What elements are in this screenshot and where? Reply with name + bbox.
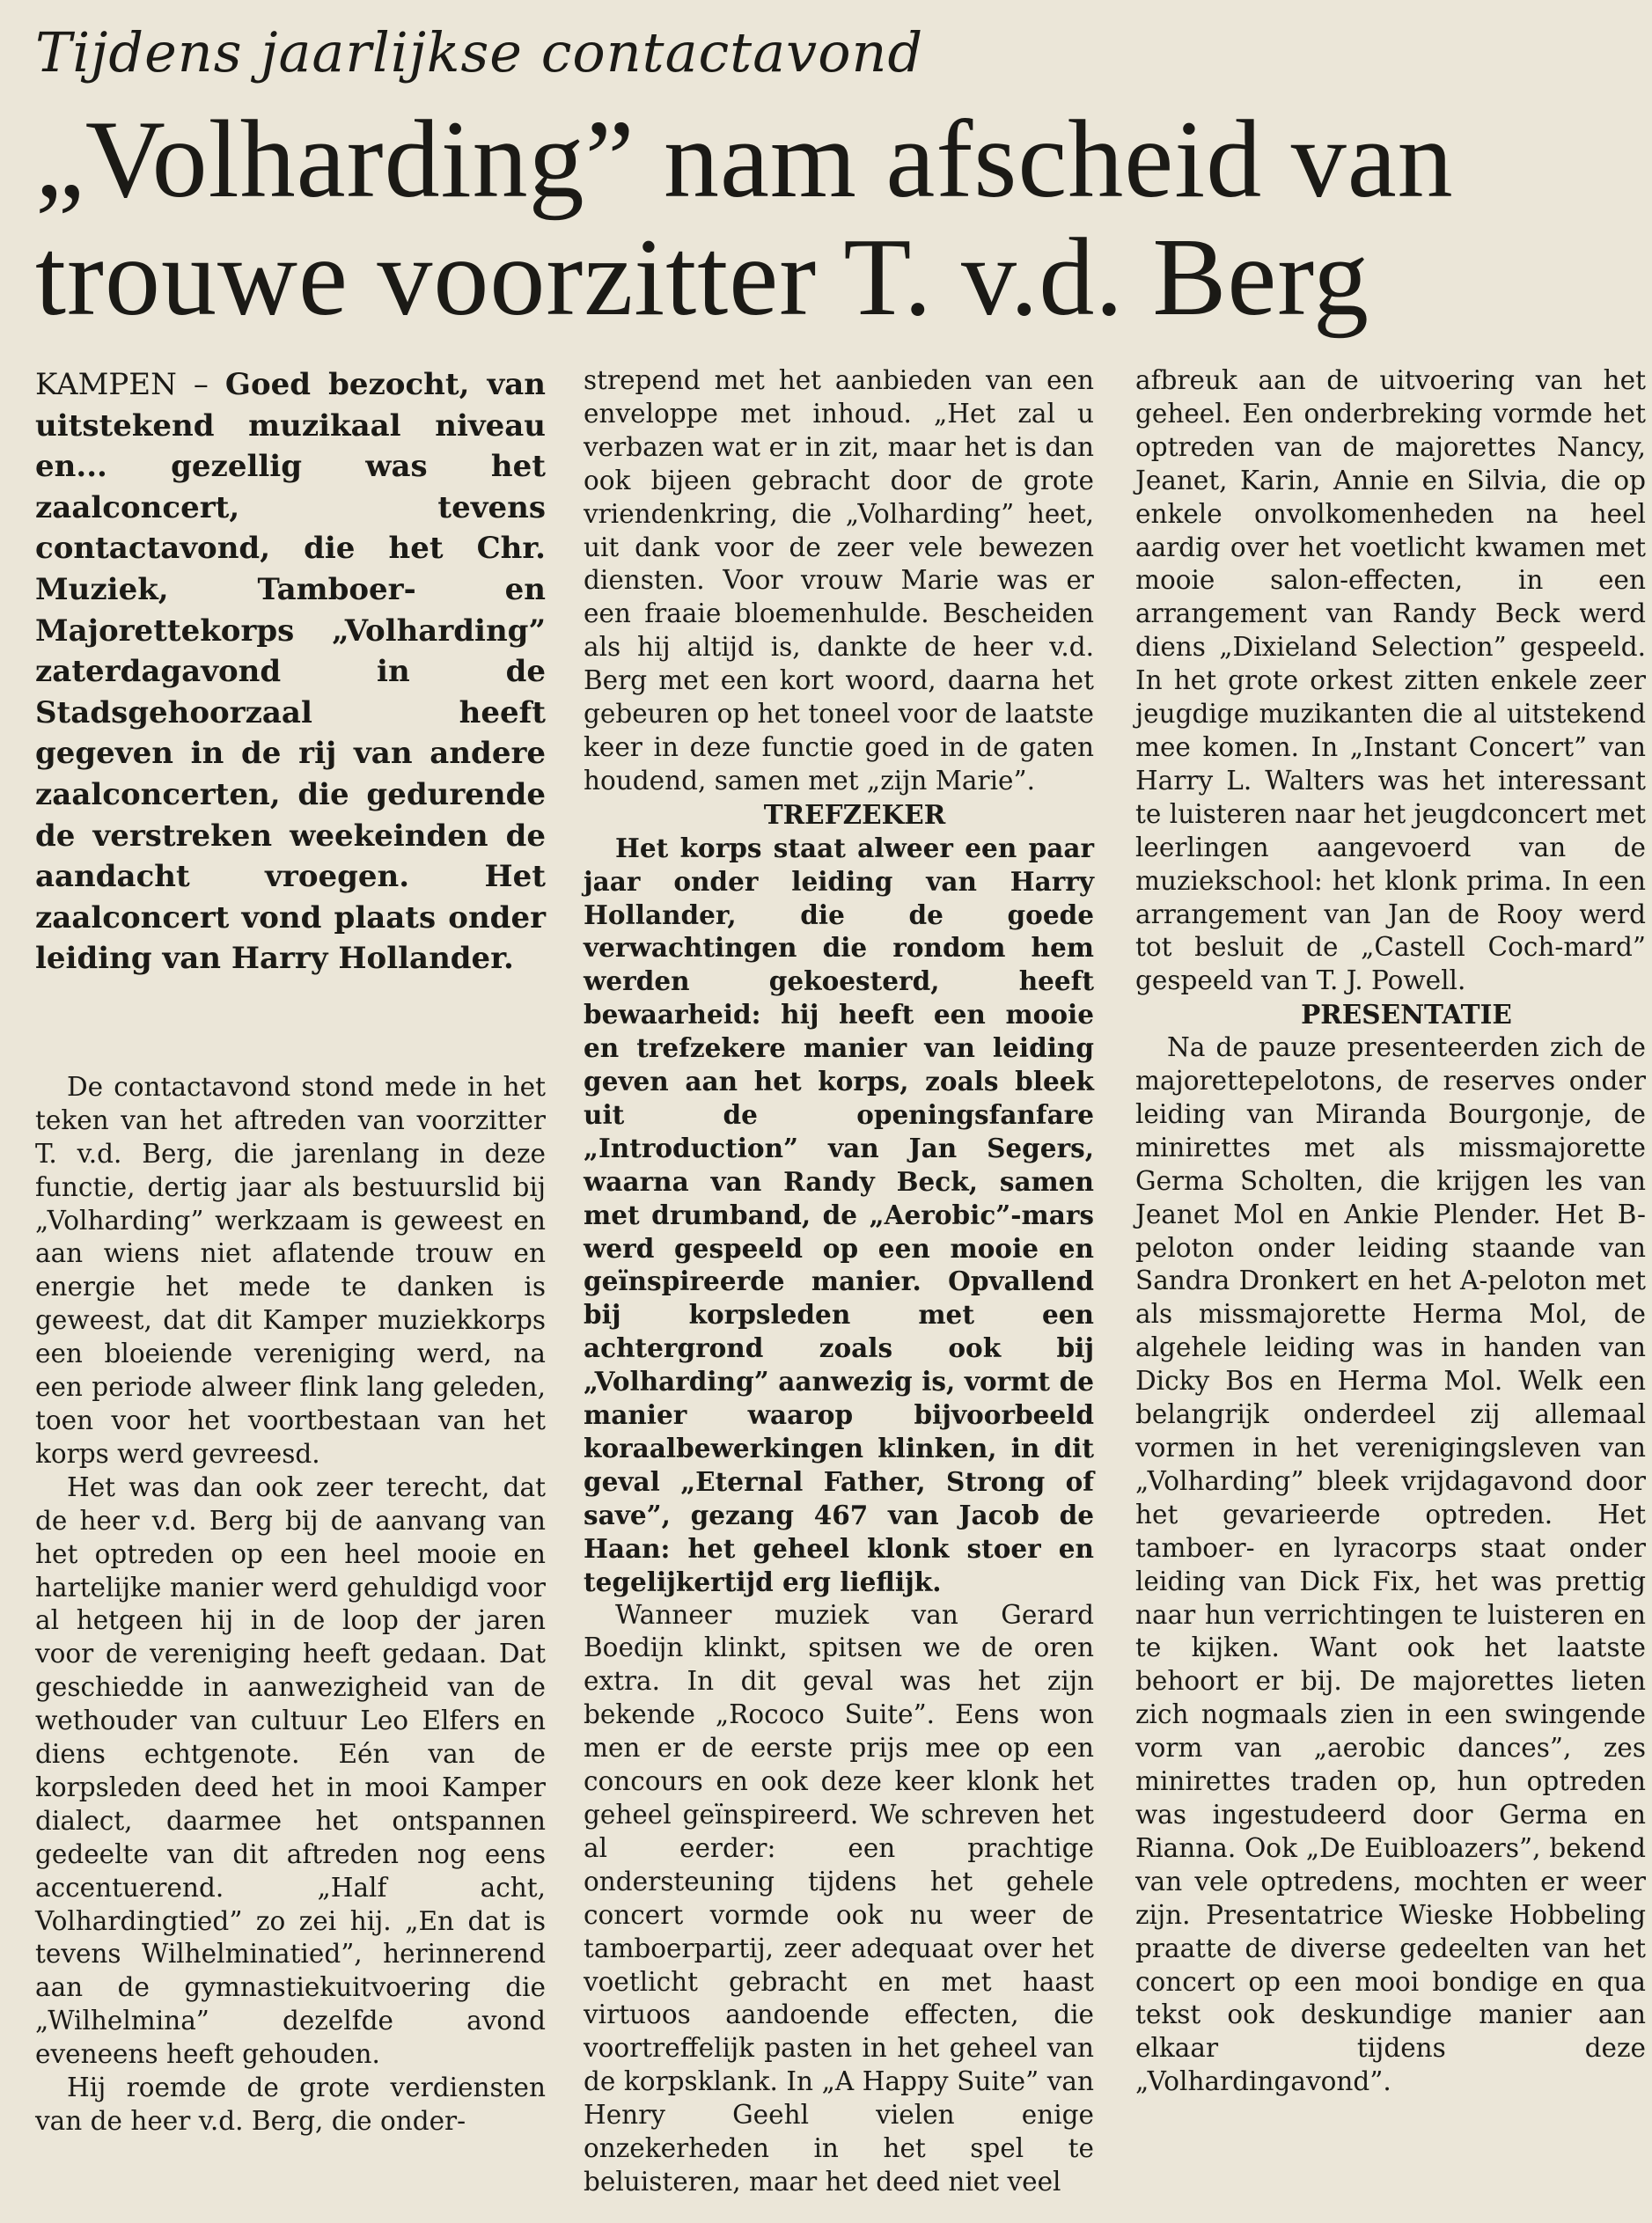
subheading-presentatie: PRESENTATIE: [1301, 999, 1512, 1031]
lead-paragraph: [35, 364, 546, 979]
body-paragraph: Het was dan ook zeer terecht, dat de heer v.d. Berg bij de aanvang van het optreden op een heel mooie en hartelijke manier werd gehuldigd voor al hetgeen hij in de loop der jaren voor de vereniging heeft gedaan. Dat geschiedde in aanwezigheid van de wethouder van cultuur Leo Elfers en diens echtgenote. Eén van de korpsleden deed het in mooi Kamper dialect, daarmee het ontspannen gedeelte van dit aftreden nog eens accentuerend. „Half acht, Volhardingtied” zo zei hij. „En dat is tevens Wilhelminatied”, herinnerend aan de gymnastiekuitvoering die „Wilhelmina” dezelfde avond eveneens heeft gehouden.: [35, 1471, 546, 2070]
lead-text: Goed bezocht, van uitstekend muzikaal niveau en... gezellig was het zaalconcert, tevens contactavond, die het Chr. Muziek, Tamboer- en Majorettekorps „Volharding” zaterdagavond in de Stadsgehoorzaal heeft gegeven in de rij van andere zaalconcerten, die gedurende de verstreken weekeinden de aandacht vroegen. Het zaalconcert vond plaats onder leiding van Harry Hollander.: [35, 367, 547, 977]
body-paragraph: Na de pauze presenteerden zich de majorettepelotons, de reserves onder leiding van Miranda Bourgonje, de minirettes met als missmajorette Germa Scholten, die krijgen les van Jeanet Mol en Ankie Plender. Het B-peloton onder leiding staande van Sandra Dronkert en het A-peloton met als missmajorette Herma Mol, de algehele leiding was in handen van Dicky Bos en Herma Mol. Welk een belangrijk onderdeel zij allemaal vormen in het verenigingsleven van „Volharding” bleek vrijdagavond door het gevarieerde optreden. Het tamboer- en lyracorps staat onder leiding van Dick Fix, het was prettig naar hun verrichtingen te luisteren en te kijken. Want ook het laatste behoort er bij. De majorettes lieten zich nogmaals zien in een swingende vorm van „aerobic dances”, zes minirettes traden op, hun optreden was ingestudeerd door Germa en Rianna. Ook „De Euibloazers”, bekend van vele optredens, mochten er weer zijn. Presentatrice Wieske Hobbeling praatte de diverse gedeelten van het concert op een mooi bondige en qua tekst ook deskundige manier aan elkaar tijdens deze „Volhardingavond”.: [1135, 1032, 1646, 2097]
article-column-1: [35, 364, 546, 2139]
article-column-3: [1135, 364, 1646, 2099]
body-paragraph-bold: Het korps staat alweer een paar jaar onder leiding van Harry Hollander, die de goede verwachtingen die rondom hem werden gekoesterd, heeft bewaarheid: hij heeft een mooie en trefzekere manier van leiding geven aan het korps, zoals bleek uit de openingsfanfare „Introduction” van Jan Segers, waarna van Randy Beck, samen met drumband, de „Aerobic”-mars werd gespeeld op een mooie en geïnspireerde manier. Opvallend bij korpsleden met een achtergrond zoals ook bij „Volharding” aanwezig is, vormt de manier waarop bijvoorbeeld koraalbewerkingen klinken, in dit geval „Eternal Father, Strong of save”, gezang 467 van Jacob de Haan: het geheel klonk stoer en tegelijkertijd erg lieflijk.: [584, 832, 1094, 1597]
article-kicker: Tijdens jaarlijkse contactavond: [35, 20, 924, 84]
body-paragraph: De contactavond stond mede in het teken van het aftreden van voorzitter T. v.d. Berg, die jarenlang in deze functie, dertig jaar als bestuurslid bij „Volharding” werkzaam is geweest en aan wiens niet aflatende trouw en energie het mede te danken is geweest, dat dit Kamper muziekkorps een bloeiende vereniging werd, na een periode alweer flink lang geleden, toen voor het voortbestaan van het korps werd gevreesd.: [35, 1071, 546, 1469]
body-paragraph: Hij roemde de grote verdiensten van de heer v.d. Berg, die onder-: [35, 2073, 546, 2136]
headline-line-2: trouwe voorzitter T. v.d. Berg: [35, 216, 1369, 339]
body-paragraph: Wanneer muziek van Gerard Boedijn klinkt, spitsen we de oren extra. In dit geval was het zijn bekende „Rococo Suite”. Eens won men er de eerste prijs mee op een concours en ook deze keer klonk het geheel geïnspireerd. We schreven het al eerder: een prachtige ondersteuning tijdens het gehele concert vormde ook nu weer de tamboerpartij, zeer adequaat over het voetlicht gebracht en met haast virtuoos aandoende effecten, die voortreffelijk pasten in het geheel van de korpsklank. In „A Happy Suite” van Henry Geehl vielen enige onzekerheden in het spel te beluisteren, maar het deed niet veel: [584, 1599, 1094, 2197]
headline-line-1: „Volharding” nam afscheid van: [35, 99, 1454, 221]
dateline: KAMPEN –: [35, 367, 225, 402]
column-spacer: [35, 979, 546, 1071]
subheading-trefzeker: TREFZEKER: [763, 798, 946, 830]
article-headline: [35, 101, 1619, 337]
body-paragraph: strepend met het aanbieden van een enveloppe met inhoud. „Het zal u verbazen wat er in zit, maar het is dan ook bijeen gebracht door de grote vriendenkring, die „Volharding” heet, uit dank voor de zeer vele bewezen diensten. Voor vrouw Marie was er een fraaie bloemenhulde. Bescheiden als hij altijd is, dankte de heer v.d. Berg met een kort woord, daarna het gebeuren op het toneel voor de laatste keer in deze functie goed in de gaten houdend, samen met „zijn Marie”.: [584, 365, 1094, 796]
body-paragraph: afbreuk aan de uitvoering van het geheel. Een onderbreking vormde het optreden van de majorettes Nancy, Jeanet, Karin, Annie en Silvia, die op enkele onvolkomenheden na heel aardig over het voetlicht kwamen met mooie salon-effecten, in een arrangement van Randy Beck werd diens „Dixieland Selection” gespeeld. In het grote orkest zitten enkele zeer jeugdige muzikanten die al uitstekend mee komen. In „Instant Concert” van Harry L. Walters was het interessant te luisteren naar het jeugdconcert met leerlingen aangevoerd van de muziekschool: het klonk prima. In een arrangement van Jan de Rooy werd tot besluit de „Castell Coch-mard” gespeeld van T. J. Powell.: [1135, 365, 1646, 996]
article-column-2: [584, 364, 1094, 2199]
